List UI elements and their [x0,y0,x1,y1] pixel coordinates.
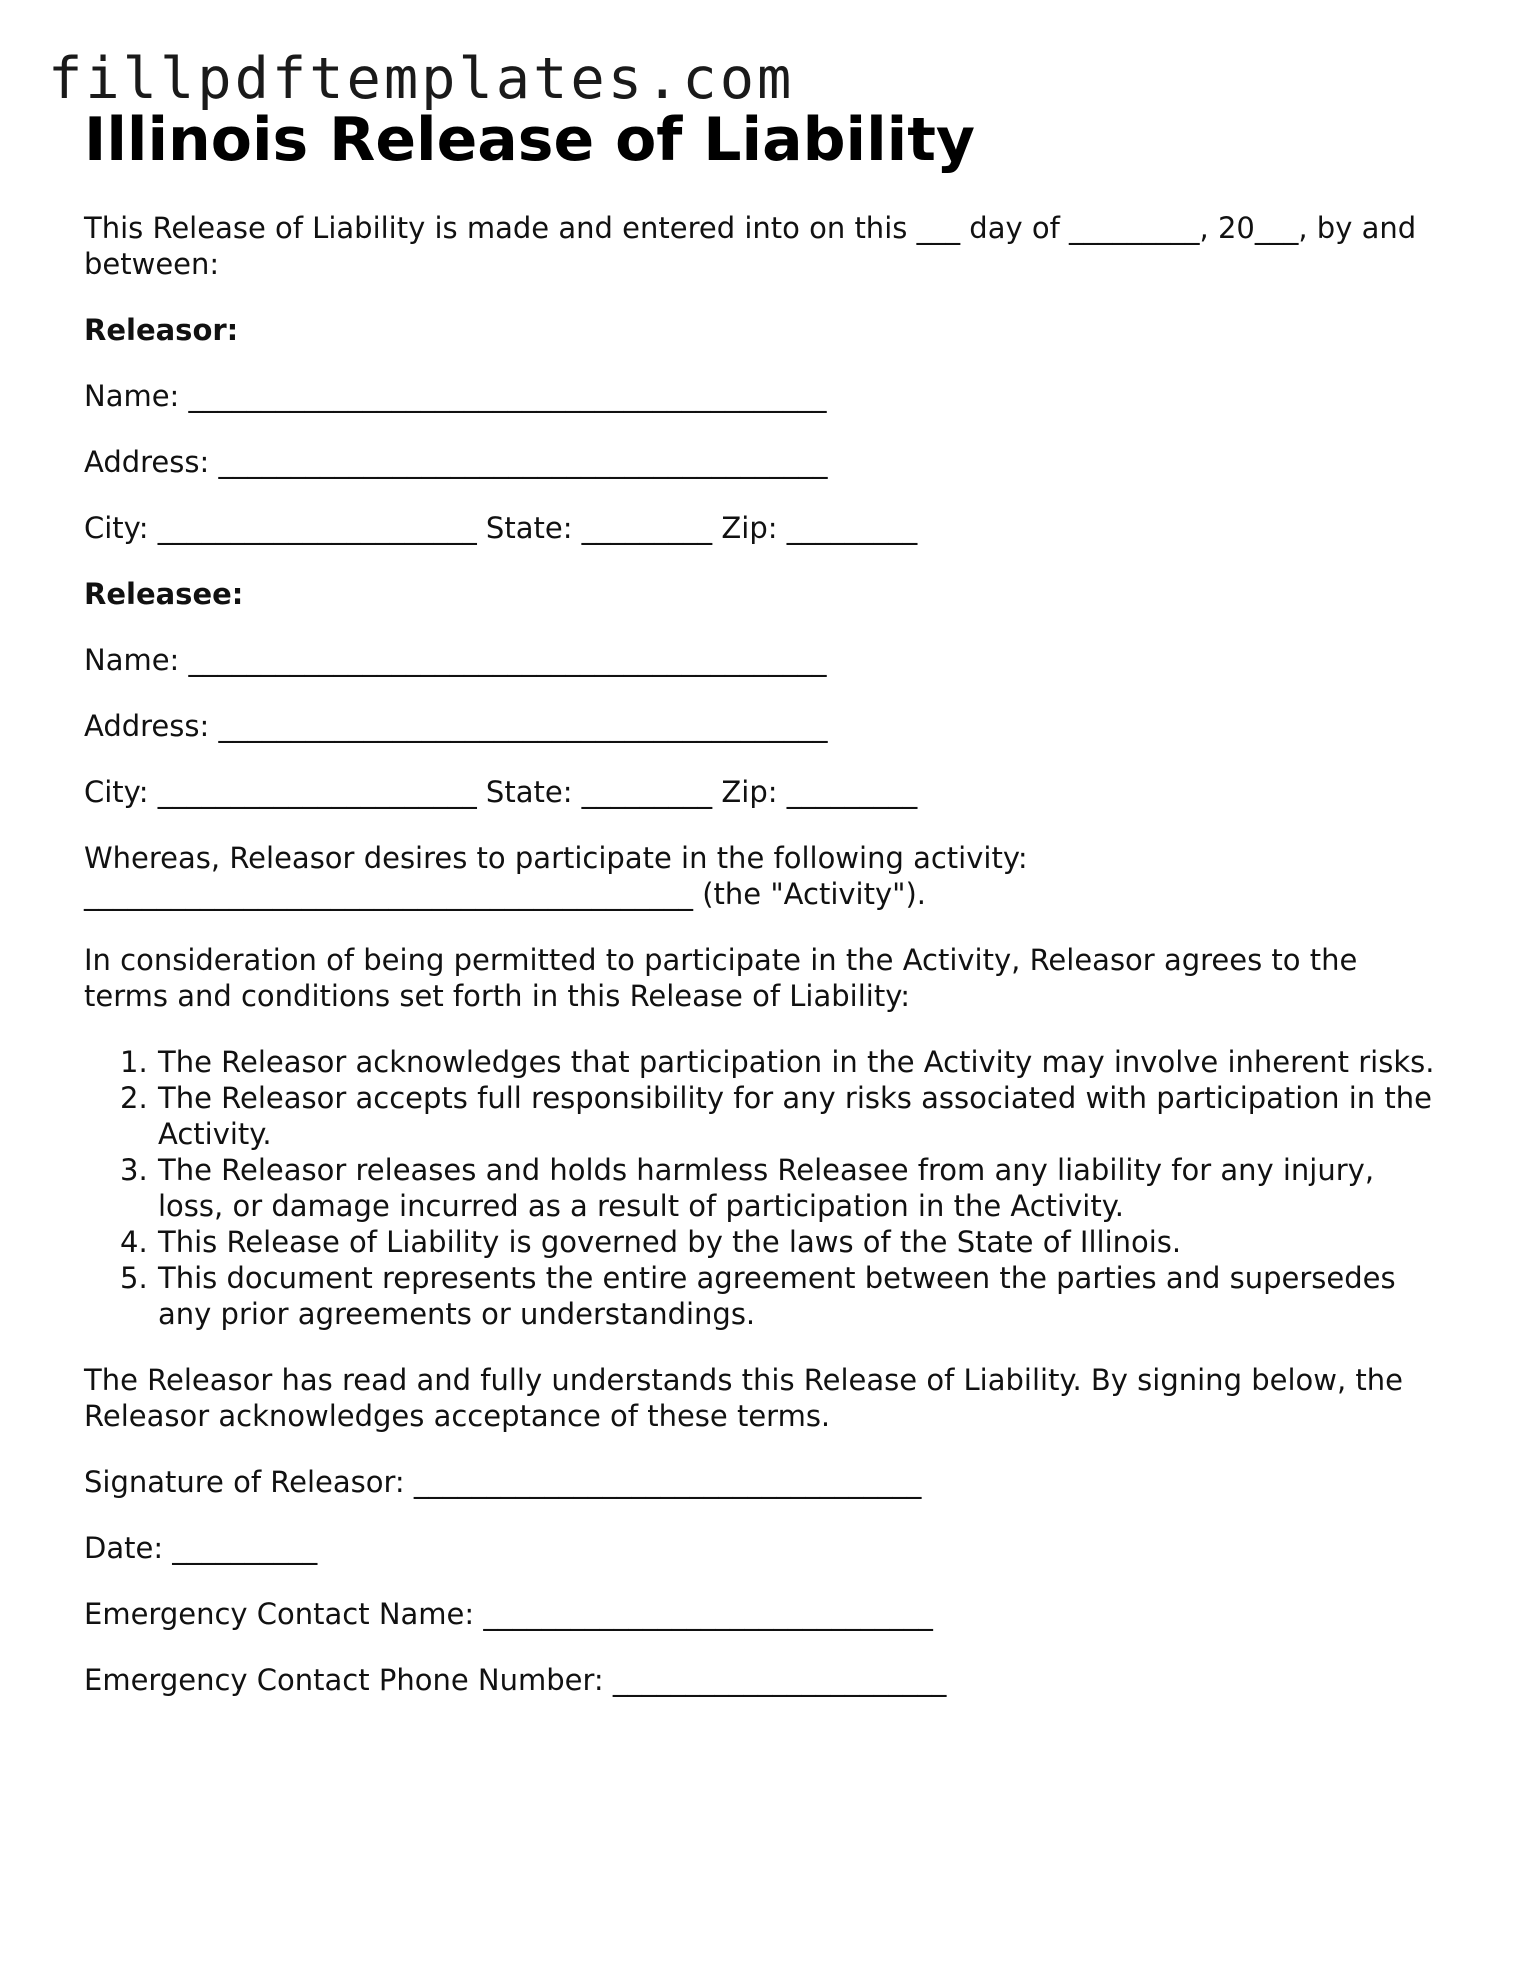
releasee-heading: Releasee: [84,577,244,611]
emergency-contact-name-field[interactable]: Emergency Contact Name: _______________________________ [84,1597,933,1631]
releasor-address-field[interactable]: Address: __________________________________________ [84,445,828,479]
document-title: Illinois Release of Liability [84,105,976,175]
watermark-text: fillpdftemplates.com [48,46,795,112]
terms-list [84,1044,1444,1332]
releasee-city-state-zip-field[interactable]: City: ______________________ State: _________ Zip: _________ [84,775,918,809]
whereas-paragraph: Whereas, Releasor desires to participate in the following activity: __________________________________________ (the "Activity"). [84,841,1028,911]
list-item: 2. The Releasor accepts full responsibility for any risks associated with participation in the Activity. [120,1081,1432,1151]
list-item: 5. This document represents the entire agreement between the parties and supersedes any prior agreements or understandings. [120,1261,1396,1331]
list-item: 3. The Releasor releases and holds harmless Releasee from any liability for any injury, loss, or damage incurred as a result of participation in the Activity. [120,1153,1375,1223]
consideration-paragraph: In consideration of being permitted to participate in the Activity, Releasor agrees to the terms and conditions set forth in this Release of Liability: [84,943,1367,1013]
date-field[interactable]: Date: __________ [84,1531,318,1565]
releasee-address-field[interactable]: Address: __________________________________________ [84,709,828,743]
list-item: 4. This Release of Liability is governed by the laws of the State of Illinois. [120,1225,1182,1259]
releasor-name-field[interactable]: Name: ____________________________________________ [84,379,827,413]
releasor-heading: Releasor: [84,313,239,347]
releasor-city-state-zip-field[interactable]: City: ______________________ State: _________ Zip: _________ [84,511,918,545]
acknowledgment-paragraph: The Releasor has read and fully understands this Release of Liability. By signing below, the Releasor acknowledges acceptance of these terms. [84,1363,1413,1433]
intro-paragraph: This Release of Liability is made and entered into on this ___ day of _________, 20___, by and between: [84,211,1426,281]
document-body [84,100,1444,1728]
emergency-contact-phone-field[interactable]: Emergency Contact Phone Number: _______________________ [84,1663,947,1697]
signature-field[interactable]: Signature of Releasor: ___________________________________ [84,1465,922,1499]
releasee-name-field[interactable]: Name: ____________________________________________ [84,643,827,677]
list-item: 1. The Releasor acknowledges that participation in the Activity may involve inherent risks. [120,1045,1435,1079]
